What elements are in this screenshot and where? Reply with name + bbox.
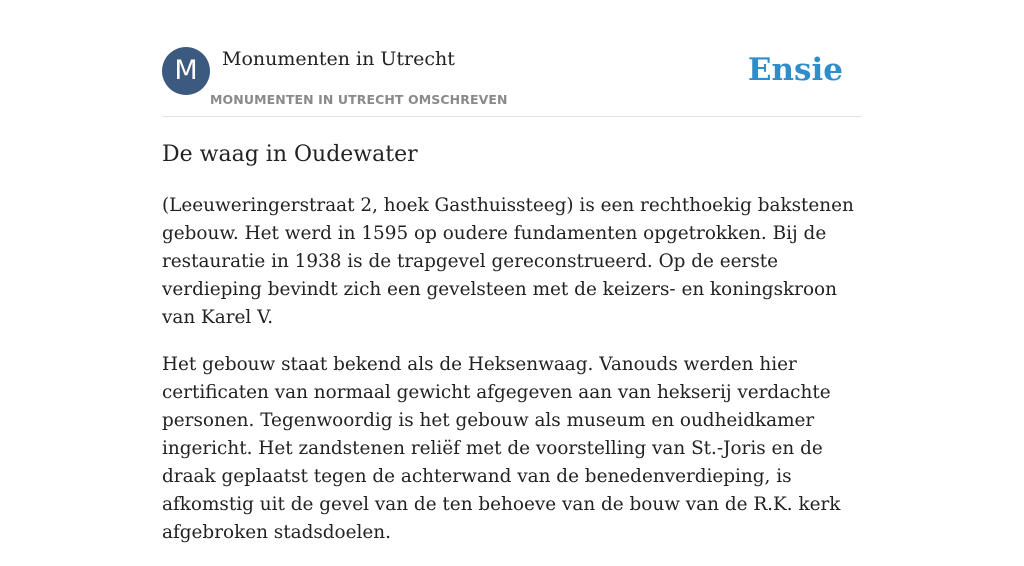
site-subtitle: MONUMENTEN IN UTRECHT OMSCHREVEN — [210, 92, 508, 107]
site-title[interactable]: Monumenten in Utrecht — [222, 48, 455, 70]
ensie-logo[interactable]: Ensie — [747, 52, 843, 88]
article-title: De waag in Oudewater — [162, 142, 418, 167]
paragraph: (Leeuweringerstraat 2, hoek Gasthuissteeg) is een rechthoekig bakstenen gebouw. Het werd in 1595 op oudere fundamenten opgetrokken. Bij de restauratie in 1938 is de trapgevel gereconstrueerd. Op de eerste verdieping bevindt zich een gevelsteen met de keizers- en koningskroon van Karel V. — [162, 195, 854, 328]
paragraph: Het gebouw staat bekend als de Heksenwaag. Vanouds werden hier certificaten van normaal gewicht afgegeven aan van hekserij verdachte personen. Tegenwoordig is het gebouw als museum en oudheidkamer ingericht. Het zandstenen reliëf met de voorstelling van St.-Joris en de draak geplaatst tegen de achterwand van de benedenverdieping, is afkomstig uit de gevel van de ten behoeve van de bouw van de R.K. kerk afgebroken stadsdoelen. — [162, 354, 841, 543]
article-body — [162, 192, 867, 566]
header — [162, 46, 862, 117]
avatar[interactable]: M — [162, 47, 210, 95]
